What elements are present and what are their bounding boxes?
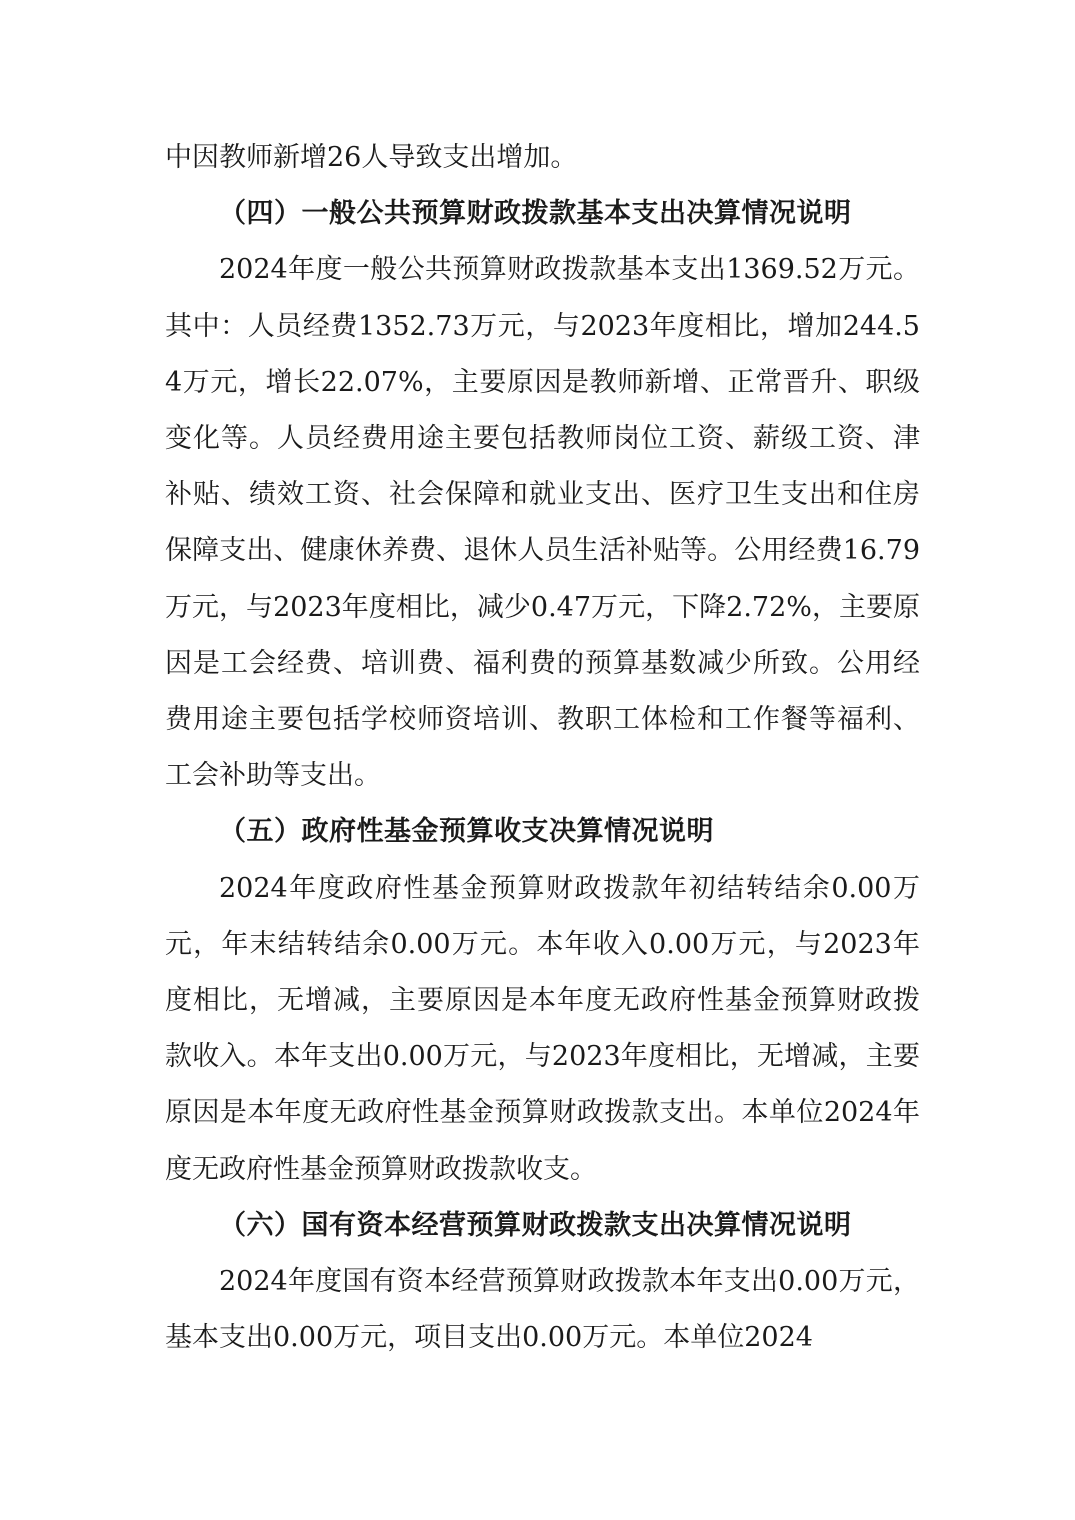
paragraph-continuation: 中因教师新增26人导致支出增加。 [165,142,578,173]
section-heading-5: （五）政府性基金预算收支决算情况说明 [219,816,714,848]
section-heading-6: （六）国有资本经营预算财政拨款支出决算情况说明 [219,1209,852,1241]
section-heading-4: （四）一般公共预算财政拨款基本支出决算情况说明 [219,198,852,230]
document-body [165,130,920,1366]
paragraph-government-fund: 2024年度政府性基金预算财政拨款年初结转结余0.00万元，年末结转结余0.00万元。本年收入0.00万元，与2023年度相比，无增减，主要原因是本年度无政府性基金预算财政拨款收入。本年支出0.00万元，与2023年度相比，无增减，主要原因是本年度无政府性基金预算财政拨款支出。本单位2024年度无政府性基金预算财政拨款收支。 [165,872,920,1185]
paragraph-basic-expenditure: 2024年度一般公共预算财政拨款基本支出1369.52万元。其中：人员经费1352.73万元，与2023年度相比，增加244.54万元，增长22.07%，主要原因是教师新增、正常晋升、职级变化等。人员经费用途主要包括教师岗位工资、薪级工资、津补贴、绩效工资、社会保障和就业支出、医疗卫生支出和住房保障支出、健康休养费、退休人员生活补贴等。公用经费16.79万元，与2023年度相比，减少0.47万元，下降2.72%，主要原因是工会经费、培训费、福利费的预算基数减少所致。公用经费用途主要包括学校师资培训、教职工体检和工作餐等福利、工会补助等支出。 [165,254,920,792]
paragraph-state-capital: 2024年度国有资本经营预算财政拨款本年支出0.00万元，基本支出0.00万元，项目支出0.00万元。本单位2024 [165,1266,920,1354]
